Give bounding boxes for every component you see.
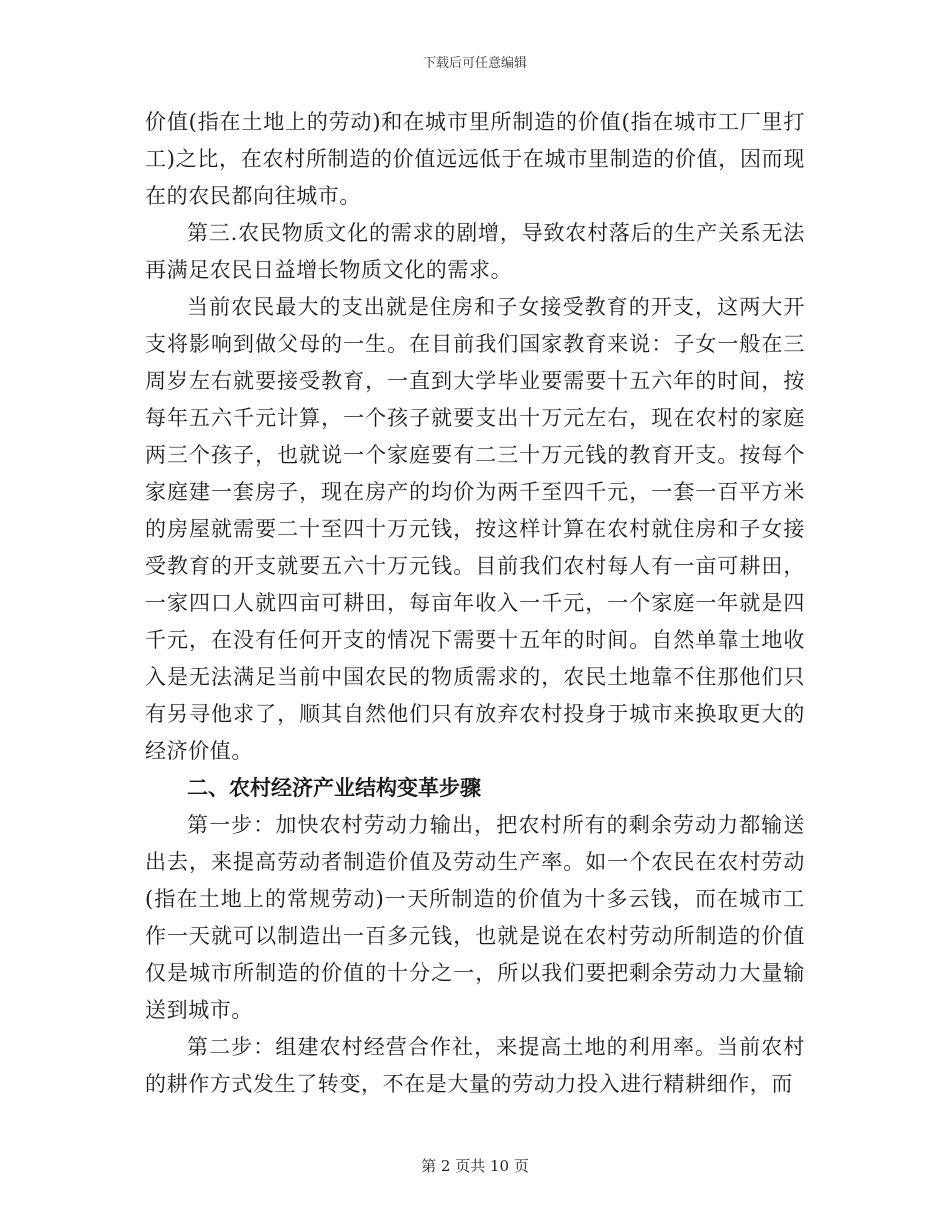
paragraph-continuation: 价值(指在土地上的劳动)和在城市里所制造的价值(指在城市工厂里打工)之比，在农村所制造的价值远远低于在城市里制造的价值，因而现在的农民都向往城市。 <box>145 110 805 208</box>
paragraph-step-one: 第一步：加快农村劳动力输出，把农村所有的剩余劳动力都输送出去，来提高劳动者制造价值及劳动生产率。如一个农民在农村劳动(指在土地上的常规劳动)一天所制造的价值为十多云钱，而在城市工作一天就可以制造出一百多元钱，也就是说在农村劳动所制造的价值仅是城市所制造的价值的十分之一，所以我们要把剩余劳动力大量输送到城市。 <box>145 813 805 1022</box>
page-header: 下载后可任意编辑 <box>422 56 527 71</box>
document-body <box>145 104 805 1103</box>
section-heading: 二、农村经济产业结构变革步骤 <box>187 776 481 800</box>
paragraph-step-two: 第二步：组建农村经营合作社，来提高土地的利用率。当前农村的耕作方式发生了转变，不在是大量的劳动力投入进行精耕细作，而 <box>145 1035 805 1096</box>
page-footer: 第 2 页共 10 页 <box>421 1157 529 1175</box>
paragraph-third-point: 第三.农民物质文化的需求的剧增，导致农村落后的生产关系无法再满足农民日益增长物质文化的需求。 <box>145 221 805 282</box>
paragraph-expenses: 当前农民最大的支出就是住房和子女接受教育的开支，这两大开支将影响到做父母的一生。在目前我们国家教育来说：子女一般在三周岁左右就要接受教育，一直到大学毕业要需要十五六年的时间，按每年五六千元计算，一个孩子就要支出十万元左右，现在农村的家庭两三个孩子，也就说一个家庭要有二三十万元钱的教育开支。按每个家庭建一套房子，现在房产的均价为两千至四千元，一套一百平方米的房屋就需要二十至四十万元钱，按这样计算在农村就住房和子女接受教育的开支就要五六十万元钱。目前我们农村每人有一亩可耕田，一家四口人就四亩可耕田，每亩年收入一千元，一个家庭一年就是四千元，在没有任何开支的情况下需要十五年的时间。自然单靠土地收入是无法满足当前中国农民的物质需求的，农民土地靠不住那他们只有另寻他求了，顺其自然他们只有放弃农村投身于城市来换取更大的经济价值。 <box>145 295 805 763</box>
